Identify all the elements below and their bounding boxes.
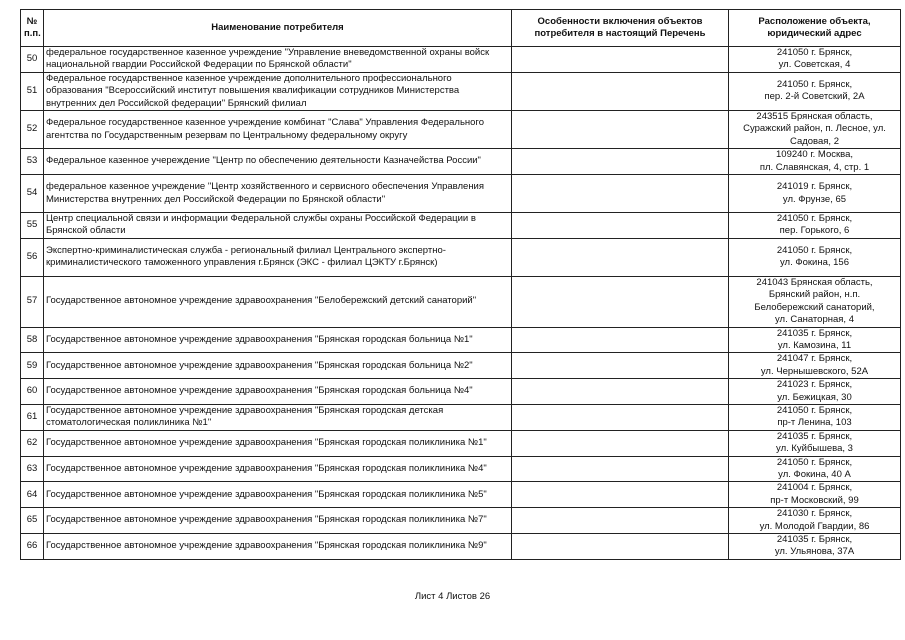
header-features: Особенности включения объектов потребителя в настоящий Перечень	[512, 10, 729, 47]
table-row	[21, 353, 901, 379]
row-num: 51	[21, 72, 44, 110]
table-row	[21, 482, 901, 508]
consumer-name: Государственное автономное учреждение здравоохранения "Брянская городская поликлиника №9"	[44, 534, 512, 560]
consumer-name: Государственное автономное учреждение здравоохранения "Брянская городская поликлиника №4"	[44, 456, 512, 482]
table-row	[21, 213, 901, 239]
table-row	[21, 238, 901, 276]
row-num: 52	[21, 111, 44, 149]
row-num: 54	[21, 175, 44, 213]
consumer-name: Федеральное государственное казенное учреждение комбинат "Слава" Управления Федерального агентства по Государственным резервам по Центральному федеральному округу	[44, 111, 512, 149]
header-name: Наименование потребителя	[44, 10, 512, 47]
object-address: 241050 г. Брянск, пр-т Ленина, 103	[729, 404, 901, 430]
consumer-name: Государственное автономное учреждение здравоохранения "Брянская городская поликлиника №7"	[44, 508, 512, 534]
object-address: 241030 г. Брянск, ул. Молодой Гвардии, 86	[729, 508, 901, 534]
inclusion-features	[512, 238, 729, 276]
inclusion-features	[512, 213, 729, 239]
table-row	[21, 534, 901, 560]
consumer-name: Государственное автономное учреждение здравоохранения "Брянская городская поликлиника №5"	[44, 482, 512, 508]
consumer-name: Государственное автономное учреждение здравоохранения "Брянская городская детская стоматологическая поликлиника №1"	[44, 404, 512, 430]
table-row	[21, 327, 901, 353]
object-address: 243515 Брянская область, Суражский район, п. Лесное, ул. Садовая, 2	[729, 111, 901, 149]
inclusion-features	[512, 327, 729, 353]
object-address: 109240 г. Москва, пл. Славянская, 4, стр. 1	[729, 149, 901, 175]
table-row	[21, 175, 901, 213]
consumer-name: Центр специальной связи и информации Федеральной службы охраны Российской Федерации в Брянской области	[44, 213, 512, 239]
consumer-name: федеральное государственное казенное учреждение "Управление вневедомственной охраны войск национальной гвардии Российской Федерации по Брянской области"	[44, 47, 512, 73]
consumer-name: Государственное автономное учреждение здравоохранения "Брянская городская больница №1"	[44, 327, 512, 353]
object-address: 241050 г. Брянск, ул. Фокина, 40 А	[729, 456, 901, 482]
row-num: 53	[21, 149, 44, 175]
row-num: 66	[21, 534, 44, 560]
consumer-name: Экспертно-криминалистическая служба - региональный филиал Центрального экспертно-криминалистического таможенного управления г.Брянск (ЭКС - филиал ЦЭКТУ г.Брянск)	[44, 238, 512, 276]
table-row	[21, 404, 901, 430]
consumer-name: Федеральное казенное учереждение "Центр по обеспечению деятельности Казначейства России"	[44, 149, 512, 175]
object-address: 241050 г. Брянск, пер. Горького, 6	[729, 213, 901, 239]
table-row	[21, 456, 901, 482]
row-num: 57	[21, 276, 44, 327]
row-num: 64	[21, 482, 44, 508]
inclusion-features	[512, 276, 729, 327]
object-address: 241023 г. Брянск, ул. Бежицкая, 30	[729, 379, 901, 405]
row-num: 65	[21, 508, 44, 534]
header-num: № п.п.	[21, 10, 44, 47]
inclusion-features	[512, 508, 729, 534]
table-row	[21, 47, 901, 73]
object-address: 241050 г. Брянск, ул. Советская, 4	[729, 47, 901, 73]
table-row	[21, 508, 901, 534]
table-row	[21, 430, 901, 456]
row-num: 58	[21, 327, 44, 353]
table-row	[21, 379, 901, 405]
row-num: 59	[21, 353, 44, 379]
object-address: 241043 Брянская область, Брянский район, н.п. Белобережский санаторий, ул. Санаторная, 4	[729, 276, 901, 327]
object-address: 241050 г. Брянск, пер. 2-й Советский, 2А	[729, 72, 901, 110]
object-address: 241035 г. Брянск, ул. Куйбышева, 3	[729, 430, 901, 456]
inclusion-features	[512, 175, 729, 213]
table-row	[21, 111, 901, 149]
object-address: 241047 г. Брянск, ул. Чернышевского, 52А	[729, 353, 901, 379]
row-num: 55	[21, 213, 44, 239]
row-num: 56	[21, 238, 44, 276]
consumer-name: Государственное автономное учреждение здравоохранения "Белобережский детский санаторий"	[44, 276, 512, 327]
inclusion-features	[512, 482, 729, 508]
inclusion-features	[512, 149, 729, 175]
consumer-name: федеральное казенное учреждение "Центр хозяйственного и сервисного обеспечения Управления Министерства внутренних дел Российской Федерации по Брянской области"	[44, 175, 512, 213]
header-address: Расположение объекта, юридический адрес	[729, 10, 901, 47]
object-address: 241019 г. Брянск, ул. Фрунзе, 65	[729, 175, 901, 213]
inclusion-features	[512, 534, 729, 560]
inclusion-features	[512, 47, 729, 73]
table-row	[21, 72, 901, 110]
object-address: 241004 г. Брянск, пр-т Московский, 99	[729, 482, 901, 508]
consumers-table	[20, 9, 901, 560]
row-num: 61	[21, 404, 44, 430]
consumer-name: Федеральное государственное казенное учреждение дополнительного профессионального образования "Всероссийский институт повышения квалификации сотрудников Министерства внутренних дел Российской федерации" Брянский филиал	[44, 72, 512, 110]
object-address: 241035 г. Брянск, ул. Ульянова, 37А	[729, 534, 901, 560]
row-num: 60	[21, 379, 44, 405]
row-num: 62	[21, 430, 44, 456]
table-header-row	[21, 10, 901, 47]
object-address: 241035 г. Брянск, ул. Камозина, 11	[729, 327, 901, 353]
object-address: 241050 г. Брянск, ул. Фокина, 156	[729, 238, 901, 276]
consumer-name: Государственное автономное учреждение здравоохранения "Брянская городская больница №2"	[44, 353, 512, 379]
inclusion-features	[512, 111, 729, 149]
table-row	[21, 149, 901, 175]
consumer-name: Государственное автономное учреждение здравоохранения "Брянская городская поликлиника №1"	[44, 430, 512, 456]
row-num: 50	[21, 47, 44, 73]
row-num: 63	[21, 456, 44, 482]
consumer-name: Государственное автономное учреждение здравоохранения "Брянская городская больница №4"	[44, 379, 512, 405]
inclusion-features	[512, 379, 729, 405]
inclusion-features	[512, 353, 729, 379]
inclusion-features	[512, 430, 729, 456]
inclusion-features	[512, 404, 729, 430]
page-footer: Лист 4 Листов 26	[414, 591, 491, 602]
table-row	[21, 276, 901, 327]
inclusion-features	[512, 456, 729, 482]
inclusion-features	[512, 72, 729, 110]
